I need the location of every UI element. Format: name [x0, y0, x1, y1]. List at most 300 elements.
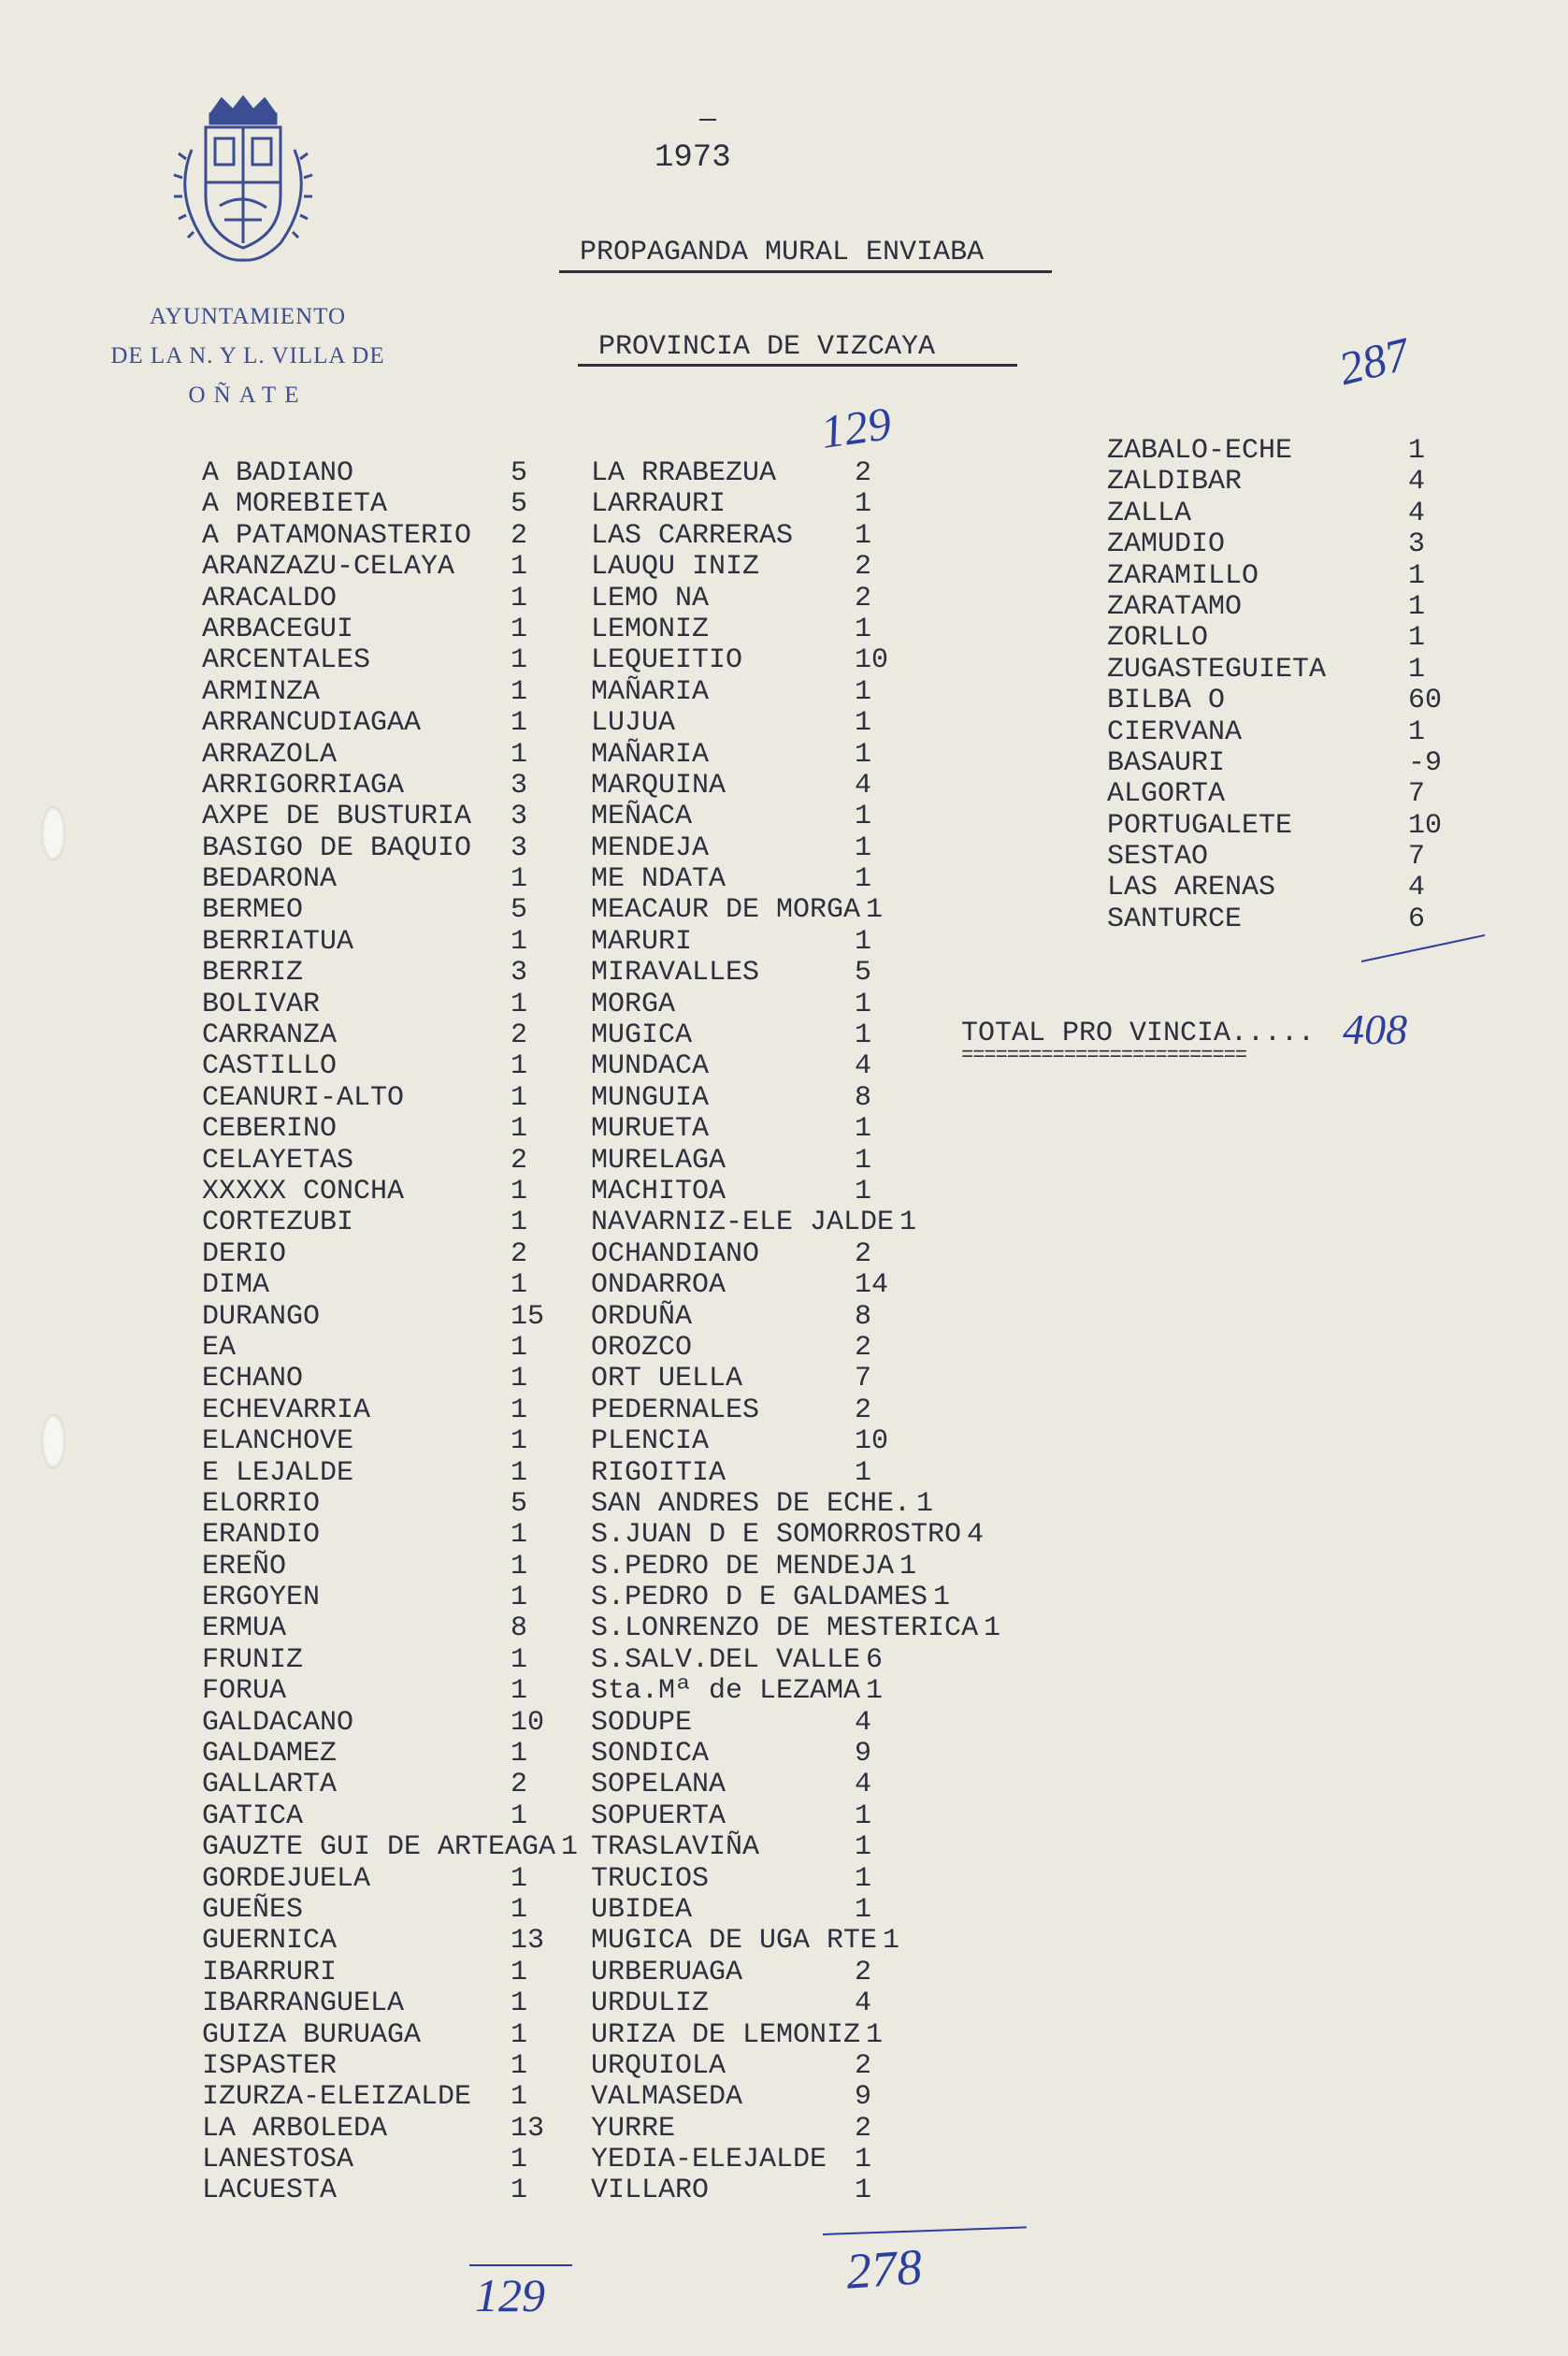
municipality-count: 1 [511, 1675, 528, 1708]
municipality-count: 1 [916, 1487, 934, 1520]
municipality-count: 1 [511, 675, 528, 708]
municipality-row [202, 2019, 539, 2050]
municipality-row [202, 1050, 539, 1081]
municipality-count: 2 [511, 1019, 528, 1052]
municipality-count: 1 [511, 2175, 528, 2207]
total-double-rule: ========================= [961, 1044, 1247, 1067]
municipality-count: 6 [866, 1643, 884, 1676]
municipality-row [202, 1269, 539, 1300]
municipality-name: MARURI [591, 925, 693, 958]
municipality-name: S.JUAN D E SOMORROSTRO [591, 1519, 962, 1552]
municipality-name: MUGICA [591, 1019, 693, 1052]
municipality-name: S.LONRENZO DE MESTERICA [591, 1612, 979, 1645]
municipality-count: 1 [511, 644, 528, 677]
municipality-name: TRUCIOS [591, 1862, 710, 1895]
municipality-name: LEMONIZ [591, 613, 710, 645]
municipality-name: SANTURCE [1107, 903, 1243, 935]
municipality-count: 1 [511, 1331, 528, 1364]
municipality-row [591, 801, 1058, 831]
municipality-row [1107, 560, 1444, 591]
municipality-count: 9 [855, 1738, 872, 1771]
municipality-count: 3 [511, 801, 528, 833]
municipality-count: 1 [511, 613, 528, 645]
municipality-row [202, 2144, 539, 2175]
municipality-row [591, 644, 1058, 675]
municipality-row [202, 1894, 539, 1925]
municipality-row [591, 1925, 1058, 1956]
municipality-row [591, 614, 1058, 644]
municipality-count: 5 [511, 894, 528, 927]
municipality-row [202, 707, 539, 738]
municipality-row [1107, 591, 1444, 622]
province-underline [578, 364, 1017, 367]
municipality-row [591, 1519, 1058, 1550]
municipality-row [202, 1800, 539, 1831]
municipality-row [202, 801, 539, 831]
municipality-row [591, 1582, 1058, 1612]
municipality-row [591, 1176, 1058, 1207]
municipality-count: 2 [511, 519, 528, 552]
municipality-row [202, 1176, 539, 1207]
municipality-count: 2 [855, 457, 872, 489]
municipality-count: 7 [1408, 841, 1426, 874]
municipality-count: 7 [855, 1363, 872, 1395]
municipality-row [591, 707, 1058, 738]
municipality-count: 2 [855, 582, 872, 614]
municipality-name: LAS ARENAS [1107, 872, 1276, 904]
municipality-name: SAN ANDRES DE ECHE. [591, 1487, 912, 1520]
municipality-row [591, 457, 1058, 488]
municipality-name: URBERUAGA [591, 1956, 743, 1988]
title-underline [559, 270, 1052, 273]
municipality-name: ZORLLO [1107, 622, 1209, 655]
municipality-row [1107, 841, 1444, 872]
municipality-row [202, 551, 539, 582]
municipality-count: 1 [1408, 653, 1426, 686]
municipality-count: 1 [855, 2144, 872, 2176]
municipality-row [591, 1269, 1058, 1300]
municipality-row [591, 2113, 1058, 2144]
municipality-row [202, 1957, 539, 1987]
municipality-row [1107, 716, 1444, 747]
municipality-name: GORDEJUELA [202, 1862, 371, 1895]
municipality-row [202, 1706, 545, 1739]
municipality-row [202, 644, 539, 675]
municipality-row [202, 957, 539, 988]
municipality-name: MURUETA [591, 1113, 710, 1146]
municipality-count: 2 [511, 1237, 528, 1270]
municipality-count: 10 [855, 1425, 889, 1458]
municipality-count: 1 [883, 1925, 900, 1958]
municipality-count: 10 [1408, 809, 1443, 842]
municipality-count: 1 [511, 1987, 528, 2020]
municipality-row [202, 1488, 539, 1519]
municipality-count: 14 [855, 1269, 889, 1302]
province-title: PROVINCIA DE VIZCAYA [598, 331, 936, 363]
page-title: PROPAGANDA MURAL ENVIABA [580, 237, 985, 268]
municipality-count: 2 [511, 1769, 528, 1801]
municipality-count: 5 [511, 457, 528, 489]
municipality-name: AXPE DE BUSTURIA [202, 801, 472, 833]
municipality-name: PLENCIA [591, 1425, 710, 1458]
municipality-name: ERGOYEN [202, 1582, 321, 1614]
municipality-count: 1 [855, 613, 872, 645]
municipality-row [591, 520, 1058, 551]
municipality-count: 4 [1408, 466, 1426, 499]
municipality-row [591, 583, 1058, 614]
seal-line-3: OÑATE [188, 383, 308, 408]
municipality-name: ZARAMILLO [1107, 559, 1259, 592]
municipality-count: -9 [1408, 746, 1443, 779]
municipality-row [591, 739, 1058, 770]
municipality-row [591, 1987, 1058, 2018]
municipality-row [202, 832, 539, 863]
municipality-column-1 [202, 457, 579, 2207]
municipality-count: 4 [855, 769, 872, 802]
municipality-row [591, 1644, 1058, 1675]
year: 1973 [655, 140, 731, 176]
municipality-name: ZALDIBAR [1107, 466, 1243, 499]
municipality-row [202, 1238, 539, 1269]
municipality-row [202, 2081, 539, 2112]
municipality-count: 1 [899, 1207, 917, 1239]
municipality-count: 1 [511, 582, 528, 614]
municipality-count: 1 [511, 1550, 528, 1583]
municipality-row [591, 1800, 1058, 1831]
municipality-count: 4 [855, 1050, 872, 1083]
municipality-row [202, 926, 539, 957]
municipality-row [591, 1707, 1058, 1738]
municipality-name: SODUPE [591, 1706, 693, 1739]
municipality-name: BEDARONA [202, 863, 338, 896]
municipality-count: 9 [855, 2081, 872, 2114]
municipality-count: 10 [511, 1706, 545, 1739]
municipality-row [591, 832, 1058, 863]
municipality-row [202, 739, 539, 770]
handwritten-sum-col1: 129 [475, 2269, 545, 2321]
municipality-row [591, 1332, 1058, 1363]
municipality-name: A MOREBIETA [202, 488, 388, 521]
municipality-row [591, 1082, 1058, 1113]
municipality-count: 1 [1408, 559, 1426, 592]
municipality-name: LARRAURI [591, 488, 726, 521]
municipality-name: ARRIGORRIAGA [202, 769, 405, 802]
municipality-row [591, 1238, 1058, 1269]
municipality-count: 1 [511, 1956, 528, 1988]
municipality-count: 1 [855, 675, 872, 708]
municipality-name: MEACAUR DE MORGA [591, 894, 861, 927]
municipality-name: ORDUÑA [591, 1300, 693, 1333]
municipality-count: 1 [1408, 435, 1426, 467]
municipality-name: CEBERINO [202, 1113, 338, 1146]
municipality-name: GATICA [202, 1800, 304, 1832]
pen-stroke [469, 2264, 572, 2266]
municipality-count: 1 [511, 2081, 528, 2114]
municipality-count: 2 [855, 551, 872, 584]
municipality-row [1107, 654, 1444, 685]
municipality-name: ARRANCUDIAGAA [202, 707, 422, 740]
municipality-count: 3 [511, 769, 528, 802]
municipality-name: CEANURI-ALTO [202, 1081, 405, 1114]
municipality-name: S.PEDRO DE MENDEJA [591, 1550, 895, 1583]
municipality-name: MUNGUIA [591, 1081, 710, 1114]
municipality-row [202, 614, 539, 644]
municipality-name: ZARATAMO [1107, 590, 1243, 623]
municipality-name: ZUGASTEGUIETA [1107, 653, 1327, 686]
municipality-name: MAÑARIA [591, 738, 710, 771]
municipality-name: PORTUGALETE [1107, 809, 1293, 842]
municipality-count: 1 [511, 1394, 528, 1426]
municipality-name: MUGICA DE UGA RTE [591, 1925, 878, 1958]
municipality-name: SOPUERTA [591, 1800, 726, 1832]
municipality-row [1107, 435, 1444, 466]
municipality-row [591, 2175, 1058, 2205]
municipality-name: LANESTOSA [202, 2144, 354, 2176]
municipality-name: GUIZA BURUAGA [202, 2018, 422, 2051]
municipality-count: 1 [511, 2049, 528, 2082]
municipality-name: XXXXX CONCHA [202, 1175, 405, 1207]
municipality-row [202, 2175, 539, 2205]
municipality-count: 1 [511, 863, 528, 896]
municipality-name: ECHANO [202, 1363, 304, 1395]
municipality-count: 10 [855, 644, 889, 677]
municipality-count: 8 [511, 1612, 528, 1645]
municipality-count: 1 [561, 1831, 579, 1864]
municipality-count: 2 [855, 1237, 872, 1270]
pen-stroke [1361, 934, 1485, 962]
municipality-row [202, 1769, 539, 1800]
municipality-count: 13 [511, 2112, 545, 2145]
municipality-name: ELANCHOVE [202, 1425, 354, 1458]
municipality-row [202, 583, 539, 614]
municipality-name: A BADIANO [202, 457, 354, 489]
municipality-count: 3 [1408, 528, 1426, 561]
municipality-name: GALLARTA [202, 1769, 338, 1801]
municipality-column-3 [1107, 435, 1444, 934]
municipality-row [202, 1831, 579, 1864]
municipality-count: 13 [511, 1925, 545, 1958]
municipality-count: 4 [1408, 497, 1426, 529]
municipality-row [1107, 622, 1444, 653]
municipality-count: 1 [855, 1893, 872, 1926]
municipality-row [591, 1863, 1058, 1894]
municipality-row [591, 1207, 1058, 1237]
municipality-count: 1 [855, 1800, 872, 1832]
municipality-name: MUNDACA [591, 1050, 710, 1083]
total-label: TOTAL PRO VINCIA..... [961, 1018, 1316, 1049]
municipality-count: 1 [511, 1175, 528, 1207]
municipality-count: 1 [855, 1019, 872, 1052]
municipality-row [1107, 498, 1444, 528]
municipality-count: 1 [511, 551, 528, 584]
municipality-name: MURELAGA [591, 1144, 726, 1177]
municipality-count: 1 [933, 1582, 951, 1614]
municipality-count: 4 [967, 1519, 985, 1552]
year-tick [699, 119, 716, 121]
municipality-count: 1 [511, 1207, 528, 1239]
punch-hole [41, 806, 65, 860]
municipality-name: ZAMUDIO [1107, 528, 1226, 561]
municipality-name: SONDICA [591, 1738, 710, 1771]
municipality-count: 2 [855, 1956, 872, 1988]
municipality-row [591, 863, 1058, 894]
municipality-row [591, 488, 1058, 519]
municipality-row [591, 1425, 1058, 1456]
municipality-name: BERRIZ [202, 957, 304, 990]
municipality-count: 1 [511, 738, 528, 771]
municipality-count: 2 [511, 1144, 528, 1177]
municipality-name: ECHEVARRIA [202, 1394, 371, 1426]
municipality-name: ARANZAZU-CELAYA [202, 551, 455, 584]
municipality-name: Sta.Mª de LEZAMA [591, 1675, 861, 1708]
municipality-row [202, 1425, 539, 1456]
municipality-name: BASIGO DE BAQUIO [202, 831, 472, 864]
municipality-name: TRASLAVIÑA [591, 1831, 760, 1864]
municipality-row [591, 1831, 1058, 1862]
municipality-row [591, 1457, 1058, 1488]
municipality-count: 1 [855, 707, 872, 740]
municipality-count: 7 [1408, 778, 1426, 811]
municipality-row [1107, 903, 1444, 934]
municipality-row [1107, 466, 1444, 497]
municipality-row [591, 1738, 1058, 1769]
municipality-name: NAVARNIZ-ELE JALDE [591, 1207, 895, 1239]
municipality-row [202, 1551, 539, 1582]
seal-line-2: DE LA N. Y L. VILLA DE [110, 343, 385, 369]
seal-line-1: AYUNTAMIENTO [150, 304, 346, 329]
municipality-name: ARCENTALES [202, 644, 371, 677]
municipality-row [202, 1300, 545, 1333]
municipality-name: MENDEJA [591, 831, 710, 864]
municipality-row [1107, 528, 1444, 559]
municipality-name: ERANDIO [202, 1519, 321, 1552]
municipality-name: CASTILLO [202, 1050, 338, 1083]
municipality-count: 1 [511, 1519, 528, 1552]
municipality-count: 1 [1408, 622, 1426, 655]
municipality-count: 1 [866, 894, 884, 927]
municipality-name: FRUNIZ [202, 1643, 304, 1676]
municipality-name: FORUA [202, 1675, 287, 1708]
municipality-row [202, 1395, 539, 1425]
municipality-count: 1 [511, 1363, 528, 1395]
municipality-name: CIERVANA [1107, 715, 1243, 748]
municipality-name: GUERNICA [202, 1925, 338, 1958]
municipality-count: 1 [511, 2018, 528, 2051]
municipality-name: OCHANDIANO [591, 1237, 760, 1270]
municipality-row [202, 1457, 539, 1488]
municipality-count: 3 [511, 957, 528, 990]
municipality-name: CORTEZUBI [202, 1207, 354, 1239]
municipality-name: SESTAO [1107, 841, 1209, 874]
municipality-row [591, 1395, 1058, 1425]
municipality-row [202, 1644, 539, 1675]
municipality-row [202, 770, 539, 801]
municipality-count: 15 [511, 1300, 545, 1333]
municipality-name: YURRE [591, 2112, 676, 2145]
municipality-count: 1 [511, 1643, 528, 1676]
pen-stroke [823, 2226, 1027, 2235]
municipality-name: LUJUA [591, 707, 676, 740]
municipality-row [1107, 872, 1444, 903]
municipality-count: 4 [855, 1769, 872, 1801]
municipality-count: 1 [1408, 715, 1426, 748]
municipality-name: MORGA [591, 988, 676, 1020]
municipality-count: 4 [1408, 872, 1426, 904]
municipality-count: 60 [1408, 685, 1443, 717]
municipality-count: 1 [984, 1612, 1001, 1645]
municipality-count: 1 [511, 1862, 528, 1895]
municipality-row [202, 1207, 539, 1237]
municipality-row [591, 1612, 1058, 1643]
municipality-row [591, 1769, 1058, 1800]
municipality-row [1107, 810, 1444, 841]
municipality-row [202, 2112, 545, 2145]
municipality-name: EA [202, 1331, 237, 1364]
municipality-name: ONDARROA [591, 1269, 726, 1302]
municipality-row [202, 1738, 539, 1769]
municipality-name: SOPELANA [591, 1769, 726, 1801]
municipality-count: 1 [855, 738, 872, 771]
municipality-count: 1 [511, 1800, 528, 1832]
municipality-row [202, 1582, 539, 1612]
municipality-count: 1 [511, 925, 528, 958]
municipality-count: 1 [866, 1675, 884, 1708]
municipality-name: S.SALV.DEL VALLE [591, 1643, 861, 1676]
municipality-count: 5 [511, 1487, 528, 1520]
municipality-name: OROZCO [591, 1331, 693, 1364]
municipality-name: IBARRANGUELA [202, 1987, 405, 2020]
municipality-count: 1 [511, 1425, 528, 1458]
municipality-count: 2 [855, 2112, 872, 2145]
municipality-name: IBARRURI [202, 1956, 338, 1988]
municipality-name: ARBACEGUI [202, 613, 354, 645]
handwritten-sum-col2: 278 [844, 2238, 924, 2300]
municipality-name: BERRIATUA [202, 925, 354, 958]
municipality-count: 1 [511, 1113, 528, 1146]
municipality-row [591, 1551, 1058, 1582]
municipality-count: 2 [855, 2049, 872, 2082]
municipality-name: LA ARBOLEDA [202, 2112, 388, 2145]
municipality-name: ARRAZOLA [202, 738, 338, 771]
municipality-name: URIZA DE LEMONIZ [591, 2018, 861, 2051]
municipality-row [591, 1363, 1058, 1394]
municipality-name: DURANGO [202, 1300, 321, 1333]
municipality-name: MACHITOA [591, 1175, 726, 1207]
municipality-name: GUEÑES [202, 1893, 304, 1926]
municipality-name: ARMINZA [202, 675, 321, 708]
municipality-name: S.PEDRO D E GALDAMES [591, 1582, 928, 1614]
municipality-row [202, 1113, 539, 1144]
municipality-count: 2 [855, 1394, 872, 1426]
municipality-count: 6 [1408, 903, 1426, 935]
municipality-row [591, 926, 1058, 957]
municipality-name: VALMASEDA [591, 2081, 743, 2114]
municipality-row [591, 957, 1058, 988]
municipality-name: URDULIZ [591, 1987, 710, 2020]
municipality-count: 4 [855, 1987, 872, 2020]
handwritten-subtotal-col1: 129 [817, 397, 895, 458]
municipality-row [202, 1019, 539, 1050]
municipality-name: VILLARO [591, 2175, 710, 2207]
municipality-row [202, 1082, 539, 1113]
municipality-name: ME NDATA [591, 863, 726, 896]
municipality-name: LAUQU INIZ [591, 551, 760, 584]
municipality-name: DERIO [202, 1237, 287, 1270]
handwritten-subtotal-col3: 287 [1333, 326, 1415, 396]
municipality-name: GAUZTE GUI DE ARTEAGA [202, 1831, 556, 1864]
municipality-name: RIGOITIA [591, 1456, 726, 1489]
municipality-row [591, 1675, 1058, 1706]
